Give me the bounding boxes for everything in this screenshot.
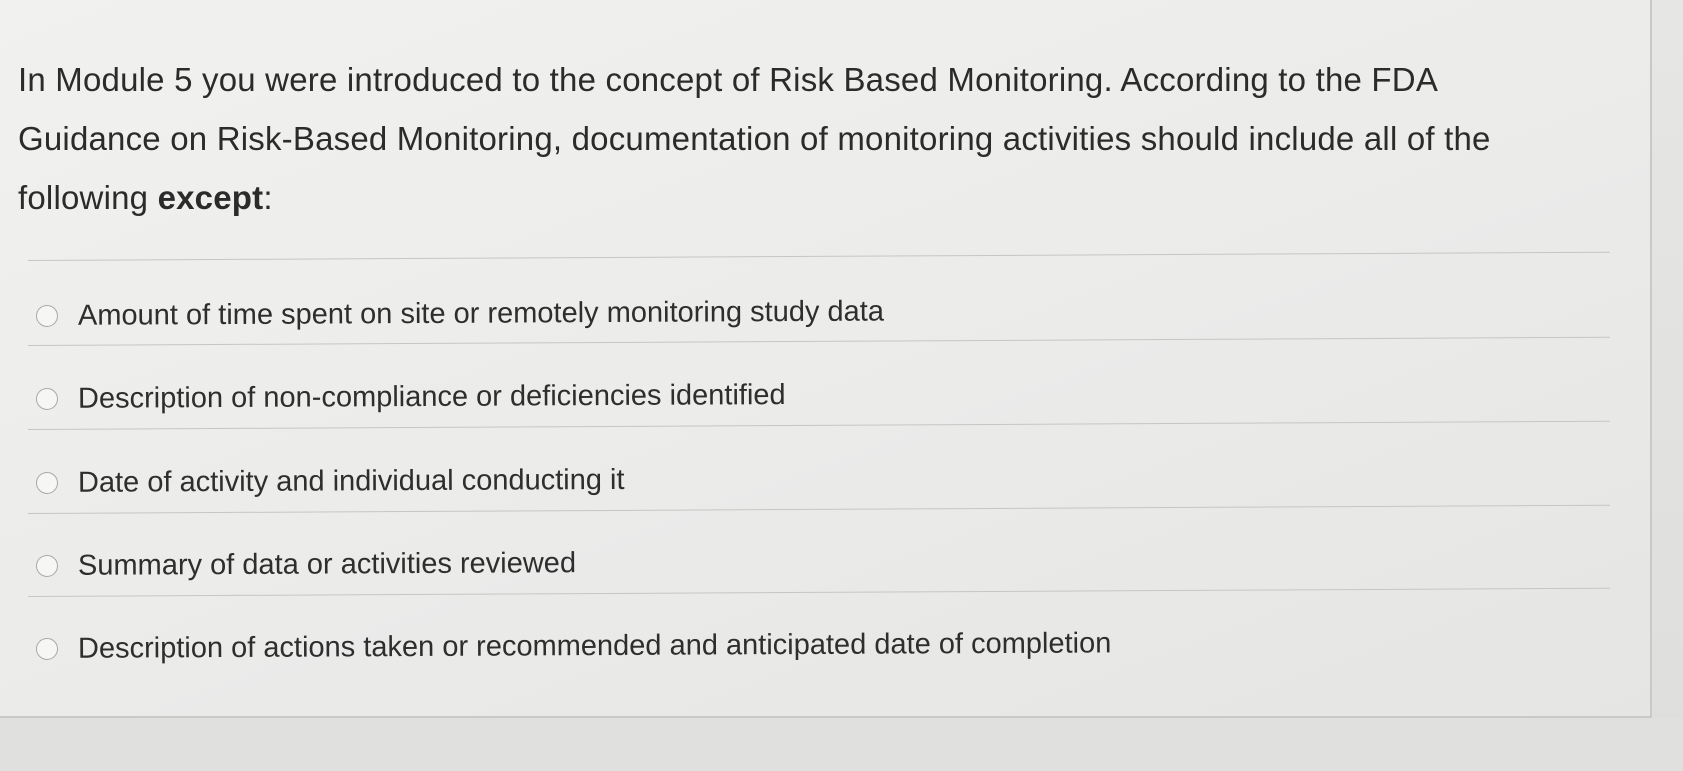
divider (28, 252, 1610, 261)
page-background (0, 718, 1683, 771)
answer-option-2[interactable] (36, 366, 1536, 424)
answer-option-3[interactable] (36, 450, 1536, 508)
answer-option-5[interactable] (36, 616, 1536, 674)
answer-option-label[interactable]: Description of non-compliance or deficiencies identified (77, 378, 786, 415)
radio-button[interactable] (36, 388, 58, 410)
radio-button[interactable] (36, 555, 58, 577)
answer-option-1[interactable] (36, 283, 1536, 341)
answer-option-label[interactable]: Summary of data or activities reviewed (77, 546, 577, 582)
answer-option-4[interactable] (36, 533, 1536, 591)
answer-option-label[interactable]: Description of actions taken or recommended and anticipated date of completion (77, 626, 1112, 665)
question-text-end: : (263, 179, 273, 216)
radio-button[interactable] (36, 472, 58, 494)
question-text-main: In Module 5 you were introduced to the concept of Risk Based Monitoring. According to the FDA Guidance on Risk-Based Monitoring, documentation of monitoring activities should include all of the following (18, 61, 1491, 216)
answer-option-label[interactable]: Amount of time spent on site or remotely monitoring study data (77, 295, 885, 332)
answer-option-label[interactable]: Date of activity and individual conducting it (77, 463, 625, 499)
question-emphasis: except (157, 179, 264, 216)
radio-button[interactable] (36, 305, 58, 327)
question-text (18, 50, 1578, 227)
radio-button[interactable] (36, 638, 58, 660)
